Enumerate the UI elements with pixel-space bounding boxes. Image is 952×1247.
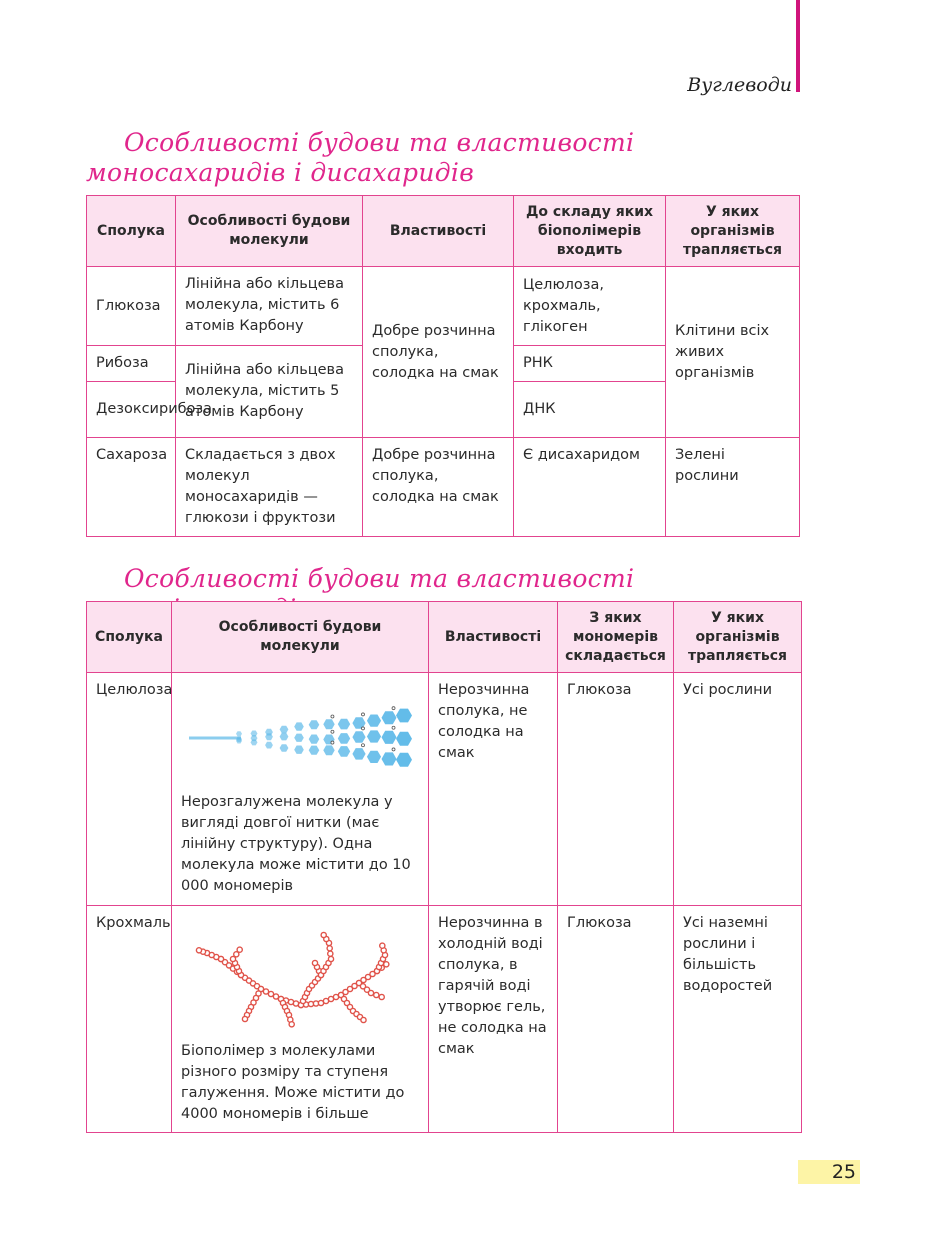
table-mono-disaccharides	[86, 195, 800, 537]
starch-branched-illustration	[181, 919, 417, 1035]
section-title-mono-di: Особливості будови та властивості моносахаридів і дисахаридів	[86, 128, 635, 187]
compound-deoxyribose: Дезоксирибоза	[87, 382, 176, 438]
properties-cellulose: Нерозчинна сполука, не солодка на смак	[429, 673, 558, 906]
margin-accent-bar	[796, 0, 800, 92]
cellulose-chain-illustration	[181, 686, 417, 786]
table-row	[87, 906, 802, 1133]
structure-pentoses: Лінійна або кільцева молекула, містить 5 атомів Карбону	[176, 346, 363, 438]
table-row	[87, 267, 800, 346]
col-header-structure: Особливості будови молекули	[176, 196, 363, 267]
col-header-properties: Властивості	[363, 196, 514, 267]
properties-sucrose: Добре розчинна сполука, солодка на смак	[363, 438, 514, 537]
table-polysaccharides	[86, 601, 802, 1133]
col-header-organisms: У яких організмів трапляється	[666, 196, 800, 267]
polymers-sucrose: Є дисахаридом	[514, 438, 666, 537]
col-header-compound: Сполука	[87, 602, 172, 673]
col-header-monomers: З яких мономерів складається	[558, 602, 674, 673]
properties-starch: Нерозчинна в холодній воді сполука, в гарячій воді утворює гель, не солодка на смак	[429, 906, 558, 1133]
col-header-structure: Особливості будови молекули	[172, 602, 429, 673]
col-header-organisms: У яких організмів трапляється	[674, 602, 802, 673]
compound-ribose: Рибоза	[87, 346, 176, 382]
polymers-ribose: РНК	[514, 346, 666, 382]
page-number: 25	[798, 1160, 860, 1184]
organisms-sucrose: Зелені рослини	[666, 438, 800, 537]
properties-monosaccharides: Добре розчинна сполука, солодка на смак	[363, 267, 514, 438]
structure-starch-cell	[172, 906, 429, 1133]
structure-cellulose: Нерозгалужена молекула у вигляді довгої нитки (має лінійну структуру). Одна молекула може містити до 10 000 мономерів	[181, 794, 411, 894]
polymers-glucose: Целюлоза, крохмаль, глікоген	[514, 267, 666, 346]
col-header-properties: Властивості	[429, 602, 558, 673]
table-row	[87, 438, 800, 537]
table-row	[87, 673, 802, 906]
structure-cellulose-cell	[172, 673, 429, 906]
structure-glucose: Лінійна або кільцева молекула, містить 6 атомів Карбону	[176, 267, 363, 346]
col-header-compound: Сполука	[87, 196, 176, 267]
polymers-deoxyribose: ДНК	[514, 382, 666, 438]
compound-cellulose: Целюлоза	[87, 673, 172, 906]
compound-sucrose: Сахароза	[87, 438, 176, 537]
running-head: Вуглеводи	[687, 74, 792, 96]
organisms-cellulose: Усі рослини	[674, 673, 802, 906]
col-header-polymers: До складу яких біополімерів входить	[514, 196, 666, 267]
compound-starch: Крохмаль	[87, 906, 172, 1133]
organisms-monosaccharides: Клітини всіх живих організмів	[666, 267, 800, 438]
monomers-starch: Глюкоза	[558, 906, 674, 1133]
monomers-cellulose: Глюкоза	[558, 673, 674, 906]
section-title-polysaccharides: Особливості будови та властивості	[124, 564, 635, 593]
structure-starch: Біополімер з молекулами різного розміру та ступеня галуження. Може містити до 4000 мономерів і більше	[181, 1043, 405, 1122]
structure-sucrose: Складається з двох молекул моносахаридів — глюкози і фруктози	[176, 438, 363, 537]
table-header-row	[87, 196, 800, 267]
table-header-row	[87, 602, 802, 673]
organisms-starch: Усі наземні рослини і більшість водоростей	[674, 906, 802, 1133]
compound-glucose: Глюкоза	[87, 267, 176, 346]
